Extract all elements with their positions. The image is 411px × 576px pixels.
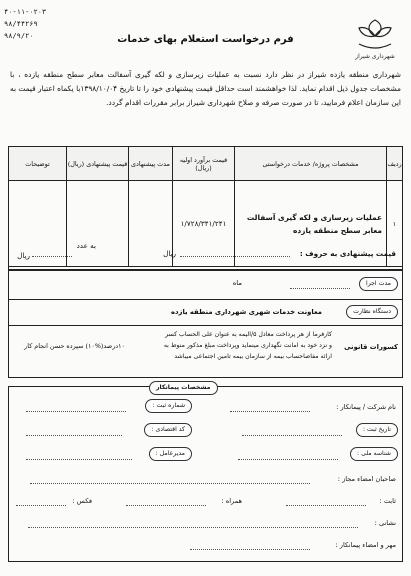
bid-letters-rial: ریال — [163, 249, 176, 258]
deductions-label: کسورات قانونی — [344, 343, 398, 351]
fax-label: فکس : — [72, 497, 92, 505]
bid-letters-field[interactable] — [180, 256, 290, 257]
letter-date-line: ۹۸/۹/۲۰ — [4, 32, 34, 40]
duration-month-label: ماه — [232, 279, 242, 287]
ceo-label: مدیرعامل : — [149, 447, 192, 461]
signatories-field[interactable] — [30, 483, 310, 484]
economic-code-label: کد اقتصادی : — [144, 423, 192, 437]
col-header-proposed: قیمت پیشنهادی (ریال) — [67, 147, 129, 181]
contractor-section-title: مشخصات پیمانکار — [149, 381, 218, 395]
row-index: ۱ — [387, 181, 403, 267]
intro-paragraph: شهرداری منطقه یازده شیراز در نظر دارد نسبت به عملیات زیرسازی و لکه گیری آسفالت معابر سطح منطقه یازده ، با مشخصات جدول ذیل اقدام نماید. لذا خواهشمند است حداقل قیمت پیشنهادی خود را تا تاریخ ۱۳۹۸/۱۰/۰۴با یکماه اعتبار قیمت به این سازمان اعلام فرمایید، تا در صورت صرفه و صلاح شهرداری شیراز برابر مقررات اقدام گردد. — [10, 70, 401, 107]
signatories-label: صاحبان امضاء مجاز : — [337, 475, 396, 483]
col-header-duration: مدت پیشنهادی — [129, 147, 173, 181]
bid-letters-label: قیمت پیشنهادی به حروف : — [299, 249, 396, 258]
duration-field[interactable] — [290, 288, 350, 289]
logo-caption: شهرداری شیراز — [355, 53, 395, 60]
row-estimate: ۱/۷۲۸/۳۴۱/۲۴۱ — [173, 181, 235, 267]
row-description: عملیات زیرسازی و لکه گیری آسفالت معابر سطح منطقه یازده — [235, 181, 387, 267]
col-header-index: ردیف — [387, 147, 403, 181]
national-id-field[interactable] — [238, 459, 338, 460]
company-field[interactable] — [230, 411, 310, 412]
bid-price-row — [8, 238, 403, 270]
reg-date-field[interactable] — [242, 435, 342, 436]
reference-number-line: ۴۰-۱۱-۰۲۰۳ — [4, 8, 47, 16]
economic-code-field[interactable] — [26, 435, 122, 436]
fax-field[interactable] — [16, 505, 66, 506]
contractor-info-block — [8, 386, 403, 562]
phone-field[interactable] — [286, 505, 366, 506]
supervisor-label: دستگاه نظارت — [346, 305, 398, 319]
letter-number-line: ۹۸/۴۴۲۶۹ — [4, 20, 38, 28]
col-header-estimate: قیمت برآورد اولیه (ریال) — [173, 147, 235, 181]
stamp-signature-label: مهر و امضاء پیمانکار : — [335, 541, 396, 549]
stamp-signature-field[interactable] — [190, 549, 310, 550]
form-title: فرم درخواست استعلام بهای خدمات — [117, 34, 294, 45]
supervisor-value: معاونت خدمات شهری شهرداری منطقه یازده — [171, 308, 322, 316]
insurance-deduction-text: کارفرما از هر پرداخت معادل ۵/الیمه به عنوان علی الحساب کسر و نزد خود به امانت نگهداری مینماید وپرداخت مبلغ مذکور منوط به ارائه مفاصاحساب بیمه از سازمان بیمه تامین اجتماعی میباشد — [163, 331, 332, 360]
table-header-row — [9, 147, 403, 181]
duration-label: مدت اجرا — [359, 277, 398, 291]
deposit-deduction-text: ۱۰درصد(%۱۰) سپرده حسن انجام کار — [24, 342, 125, 350]
company-label: نام شرکت / پیمانکار : — [336, 403, 396, 411]
mobile-field[interactable] — [126, 505, 206, 506]
reg-date-label: تاریخ ثبت : — [356, 423, 398, 437]
ceo-field[interactable] — [26, 459, 132, 460]
address-field[interactable] — [28, 527, 358, 528]
bid-digits-field[interactable] — [32, 256, 72, 257]
bid-digits-rial: ریال — [17, 251, 30, 260]
national-id-label: شناسه ملی : — [350, 447, 398, 461]
phone-label: ثابت : — [379, 497, 396, 505]
bid-digits-label: به عدد — [76, 241, 96, 250]
reg-no-field[interactable] — [26, 411, 126, 412]
col-header-notes: توضیحات — [9, 147, 67, 181]
mobile-label: همراه : — [221, 497, 242, 505]
col-header-description: مشخصات پروژه/ خدمات درخواستی — [235, 147, 387, 181]
reg-no-label: شماره ثبت : — [145, 399, 192, 413]
address-label: نشانی : — [374, 519, 396, 527]
project-conditions-block — [8, 270, 403, 378]
